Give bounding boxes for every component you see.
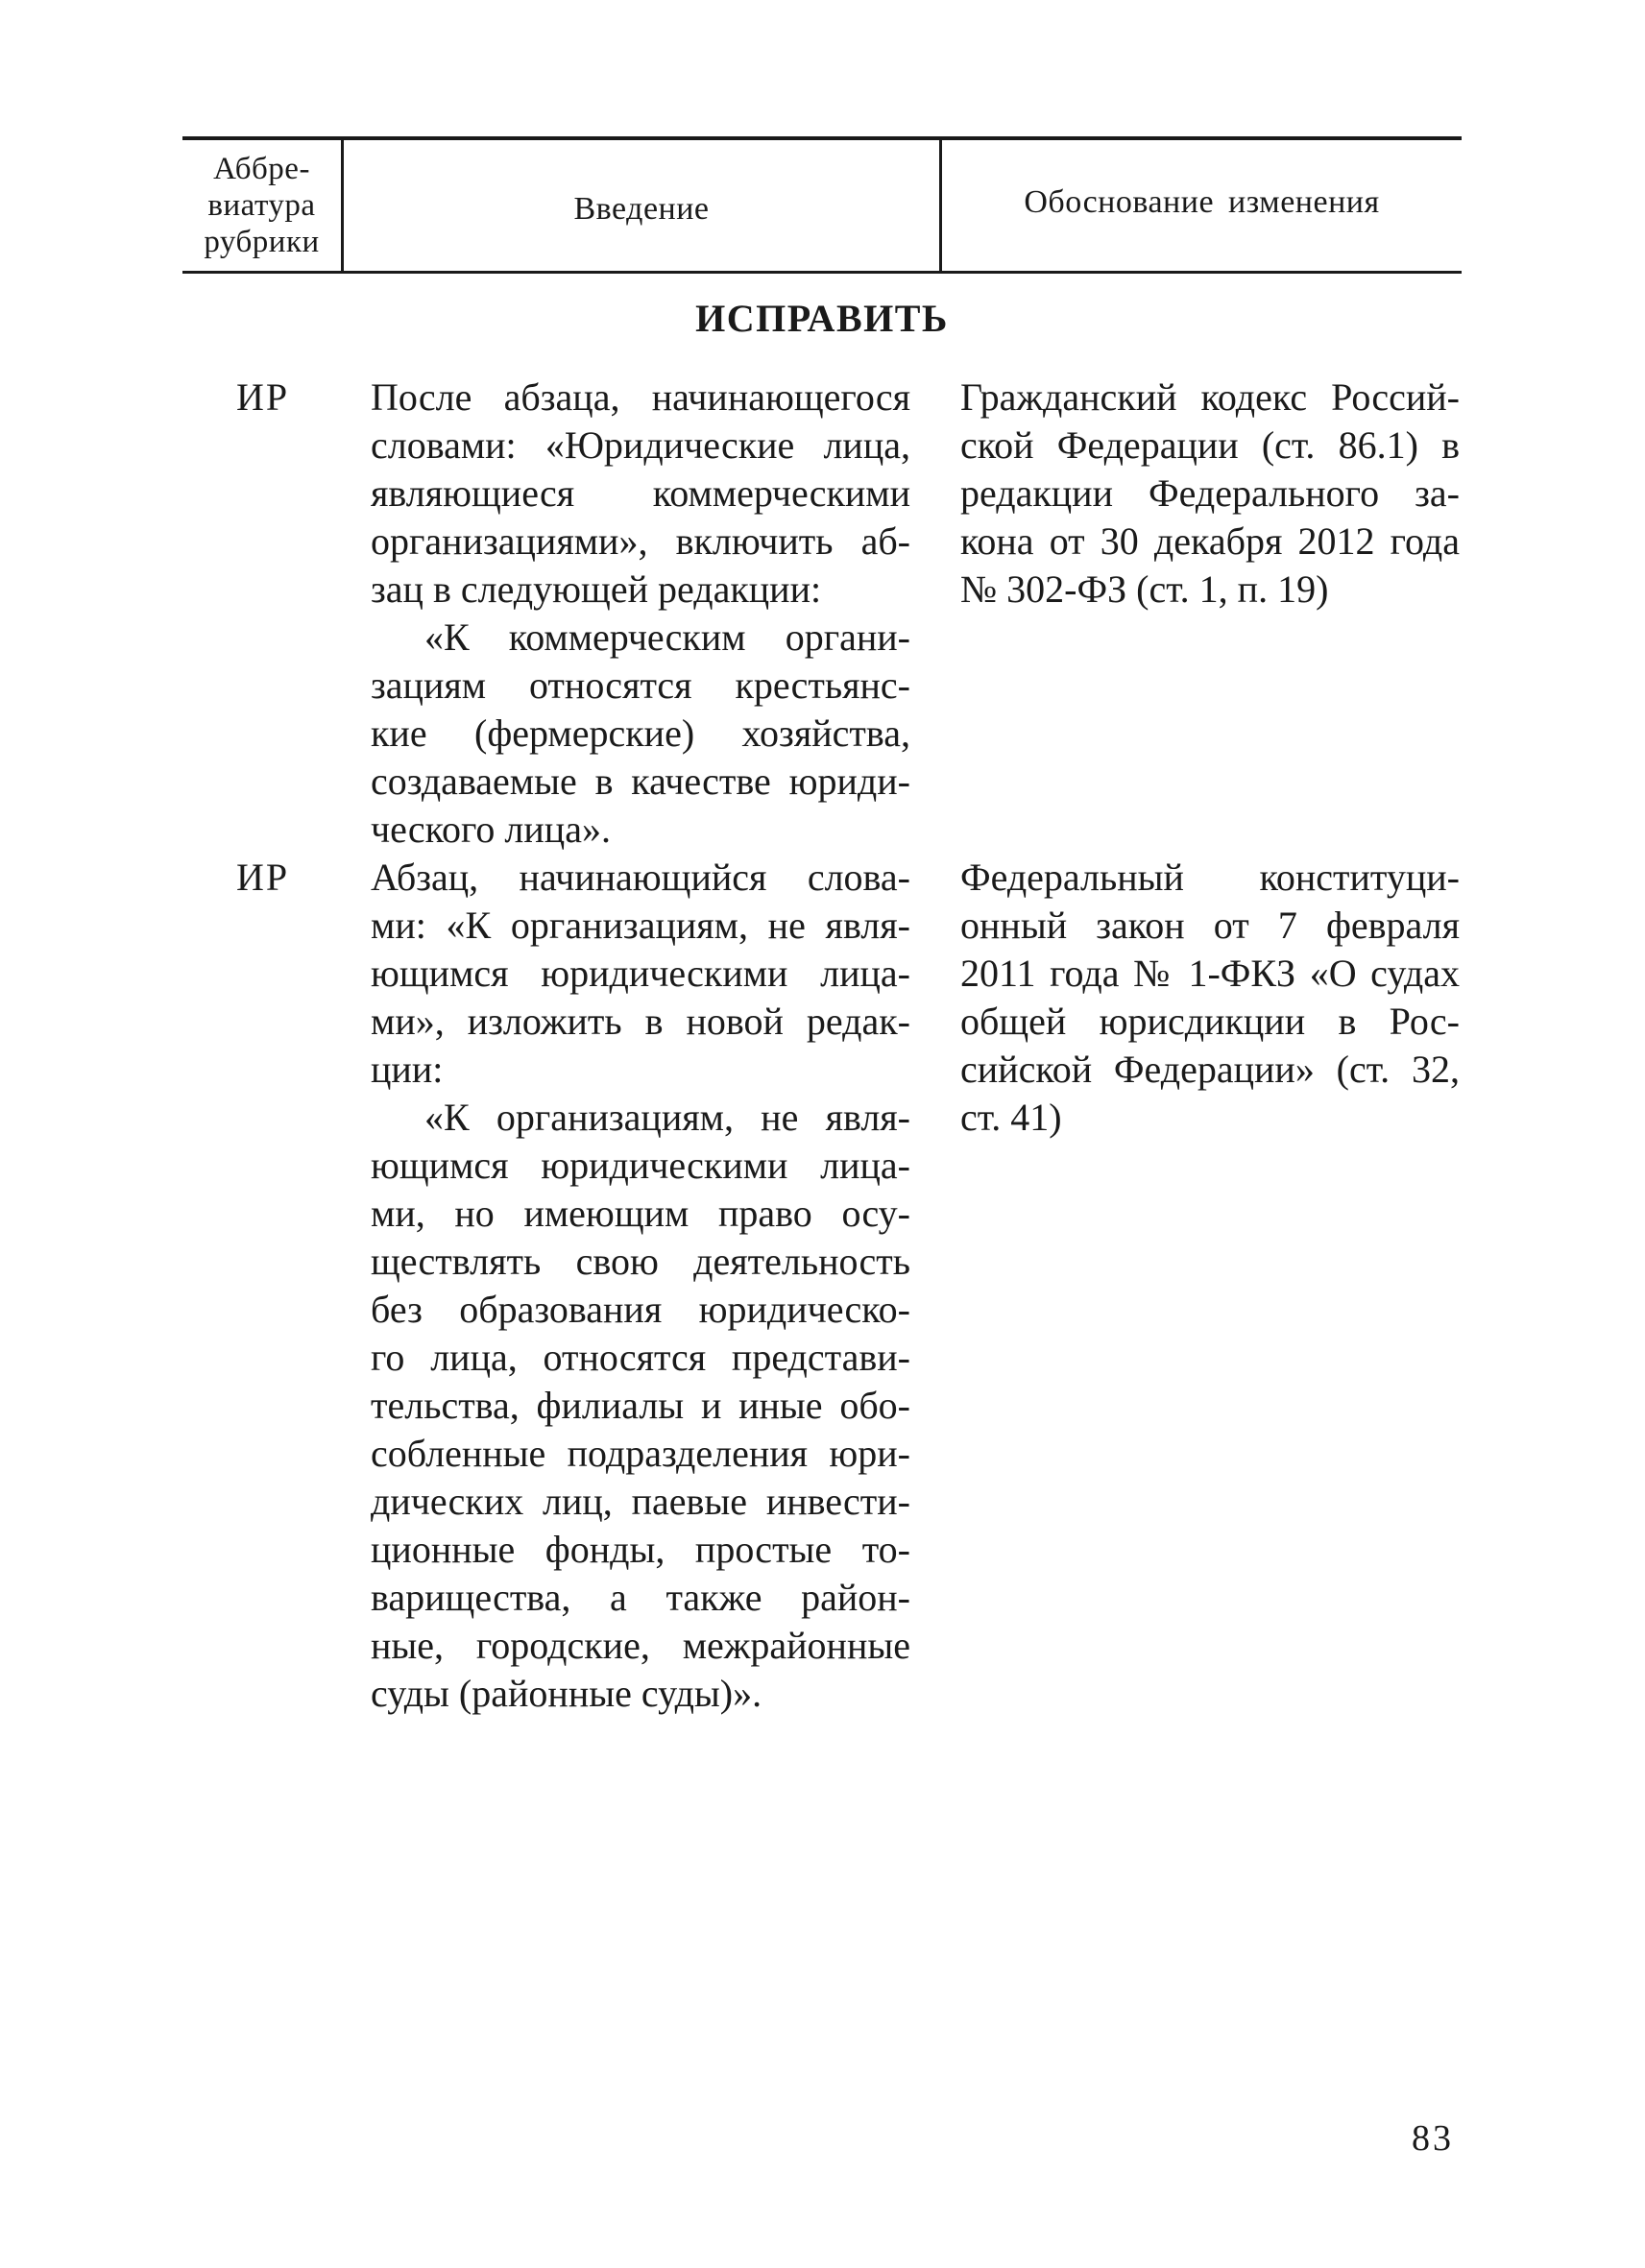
header-introduction: Введение	[573, 191, 710, 227]
text-line: являющиеся коммерческими	[371, 471, 910, 515]
text-line: ми: «К организациям, не явля-	[371, 904, 910, 947]
header-justification: Обоснование изменения	[1024, 184, 1380, 220]
text-line: организациями», включить аб-	[371, 519, 910, 563]
text-line: «К коммерческим органи-	[424, 615, 910, 659]
text-line: онный закон от 7 февраля	[960, 904, 1460, 947]
text-line: ющимся юридическими лица-	[371, 1144, 910, 1187]
text-line: ми, но имеющим право осу-	[371, 1192, 910, 1235]
text-line: кие (фермерские) хозяйства,	[371, 712, 910, 755]
text-line: Гражданский кодекс Россий-	[960, 375, 1460, 419]
section-title: ИСПРАВИТЬ	[695, 297, 949, 340]
entry-abbreviation: ИР	[236, 856, 290, 899]
text-line: ществлять свою деятельность	[371, 1240, 910, 1283]
text-line: Абзац, начинающийся слова-	[371, 856, 910, 899]
text-line: зациям относятся крестьянс-	[371, 664, 910, 707]
text-line: «К организациям, не явля-	[424, 1096, 910, 1139]
text-line: варищества, а также район-	[371, 1576, 910, 1619]
table-header	[182, 136, 1462, 274]
text-line: общей юрисдикции в Рос-	[960, 1000, 1460, 1043]
text-line: После абзаца, начинающегося	[371, 375, 910, 419]
text-line: № 302-ФЗ (ст. 1, п. 19)	[960, 567, 1329, 611]
text-line: редакции Федерального за-	[960, 471, 1460, 515]
text-line: ционные фонды, простые то-	[371, 1528, 910, 1571]
text-line: 2011 года № 1-ФКЗ «О судах	[960, 952, 1460, 995]
text-line: собленные подразделения юри-	[371, 1432, 910, 1475]
entry-introduction	[371, 854, 910, 1718]
text-line: сийской Федерации» (ст. 32,	[960, 1048, 1460, 1091]
header-abbreviation: Аббре- виатура рубрики	[204, 152, 320, 259]
text-line: тельства, филиалы и иные обо-	[371, 1384, 910, 1427]
text-line: Федеральный конституци-	[960, 856, 1460, 899]
text-line: словами: «Юридические лица,	[371, 423, 910, 467]
text-line: кона от 30 декабря 2012 года	[960, 519, 1460, 563]
text-line: ми», изложить в новой редак-	[371, 1000, 910, 1043]
page-number: 83	[1412, 2118, 1454, 2159]
text-line: без образования юридическо-	[371, 1288, 910, 1331]
text-line: зац в следующей редакции:	[371, 567, 822, 611]
entry-justification	[960, 374, 1460, 614]
text-line: ской Федерации (ст. 86.1) в	[960, 423, 1460, 467]
text-line: суды (районные суды)».	[371, 1672, 762, 1715]
text-line: ст. 41)	[960, 1096, 1062, 1139]
entry-abbreviation: ИР	[236, 375, 290, 419]
text-line: ческого лица».	[371, 808, 611, 851]
entry-introduction	[371, 374, 910, 854]
text-line: ции:	[371, 1048, 444, 1091]
text-line: ющимся юридическими лица-	[371, 952, 910, 995]
text-line: ные, городские, межрайонные	[371, 1624, 910, 1667]
text-line: дических лиц, паевые инвести-	[371, 1480, 910, 1523]
text-line: го лица, относятся представи-	[371, 1336, 910, 1379]
entry-justification	[960, 854, 1460, 1142]
text-line: создаваемые в качестве юриди-	[371, 760, 910, 803]
